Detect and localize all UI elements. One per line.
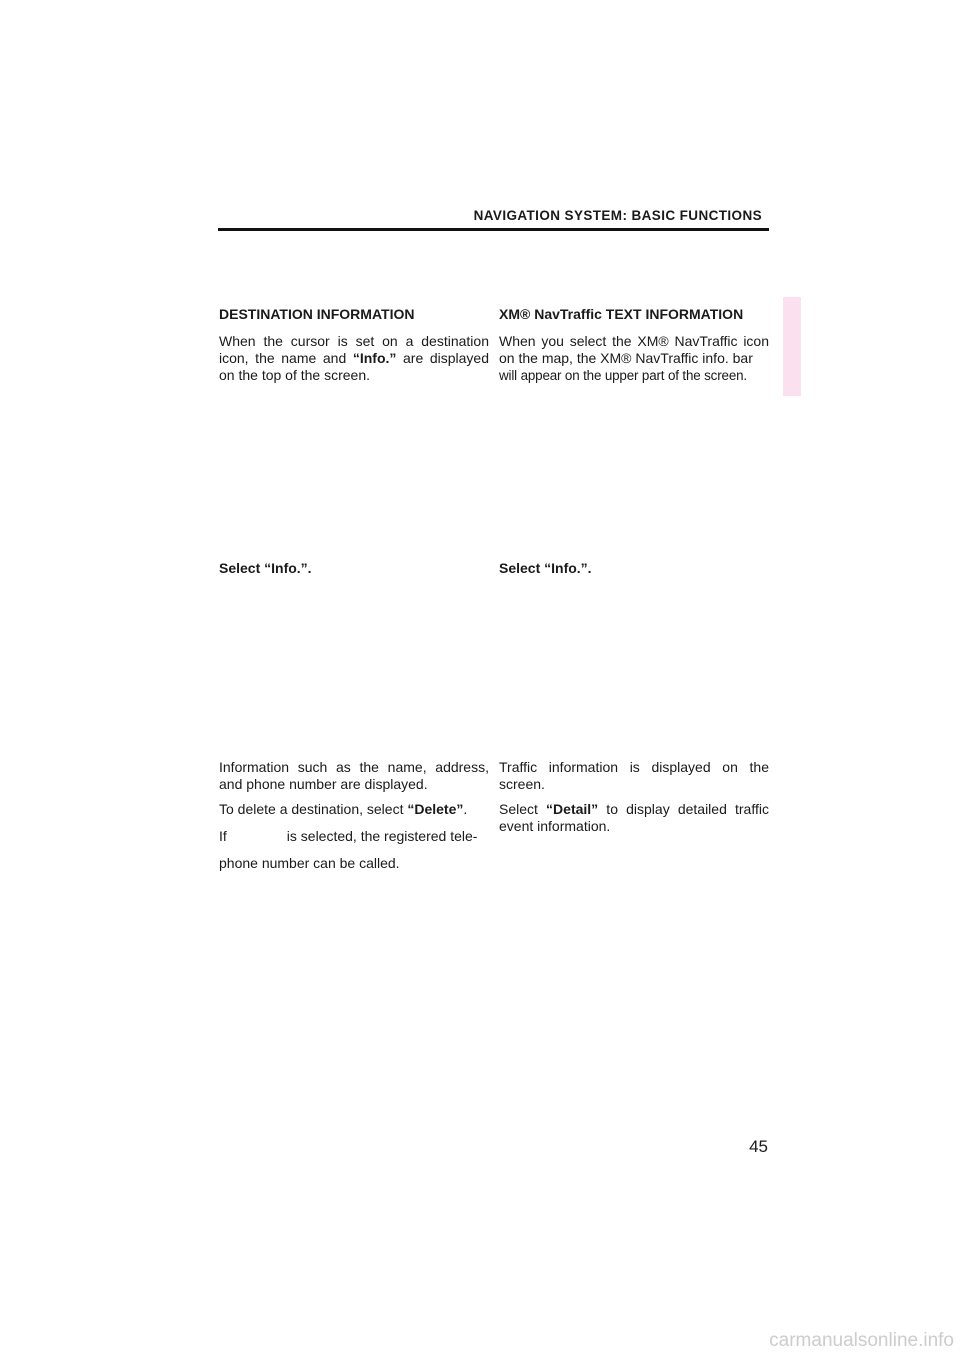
section-tab-marker [783,297,801,396]
right-detail-q: “Detail” [546,801,599,817]
right-result: Traffic information is displayed on the screen. [499,759,769,792]
left-phone-text-2: is selected, the registered tele- [286,828,478,844]
right-info-block [499,759,769,843]
left-phone-text-1: If [219,828,227,844]
right-detail [499,801,769,835]
left-step: Select “Info.”. [219,560,312,576]
left-delete-text-1: To delete a destination, select [219,801,408,817]
right-intro [499,333,769,384]
header-rule [218,228,769,231]
left-heading: DESTINATION INFORMATION [219,306,415,322]
left-intro-text-2: are displayed on the top of the screen. [219,350,489,383]
left-delete-q: “Delete” [407,801,464,817]
watermark: carmanualsonline.info [769,1330,954,1351]
header-title: NAVIGATION SYSTEM: BASIC FUNCTIONS [473,208,762,223]
right-detail-text-2: to display detailed traffic event information. [499,801,769,834]
page-number: 45 [749,1137,768,1156]
left-phone-cont: phone number can be called. [219,855,400,871]
right-column [499,306,769,384]
left-intro-info: “Info.” [352,350,397,366]
left-column [219,306,489,384]
left-result: Information such as the name, address, and phone number are displayed. [219,759,489,792]
right-detail-text-1: Select [499,801,547,817]
left-delete [219,801,489,818]
right-intro-text-1: When you select the XM® NavTraffic icon on the map, the XM® NavTraffic info. bar [499,333,769,366]
left-delete-text-2: . [463,801,468,817]
right-heading: XM® NavTraffic TEXT INFORMATION [499,306,744,322]
right-step: Select “Info.”. [499,560,592,576]
left-phone [219,828,489,845]
left-intro [219,333,489,384]
left-intro-text-1: When the cursor is set on a destination icon, the name and [219,333,489,366]
left-info-block [219,759,489,880]
right-intro-text-2: will appear on the upper part of the screen. [499,368,747,383]
